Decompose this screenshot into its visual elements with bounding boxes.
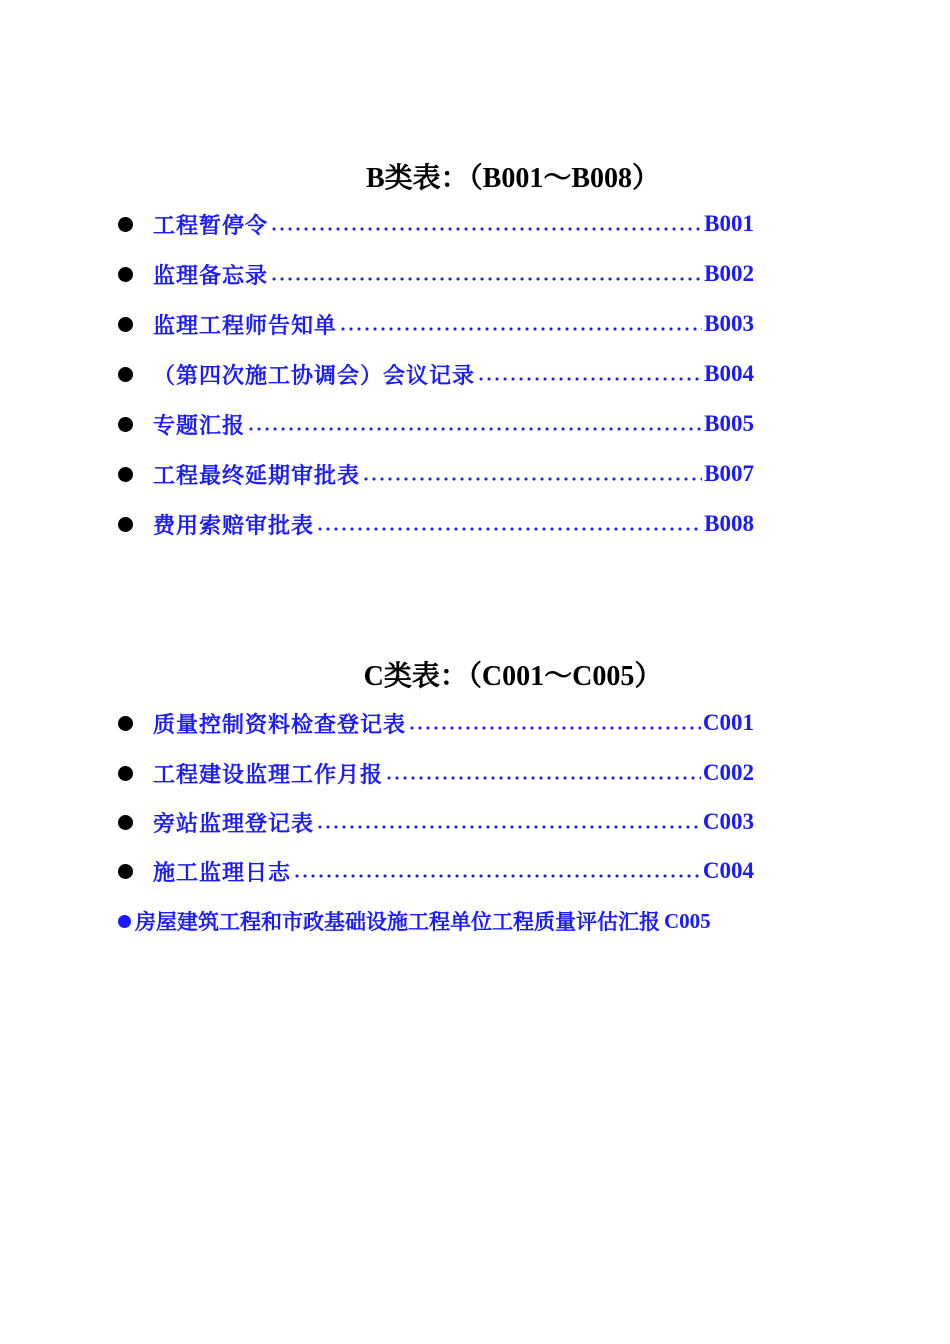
dot-leader	[293, 874, 701, 878]
bullet-icon	[118, 317, 133, 332]
toc-entry-code: B003	[704, 311, 754, 336]
toc-entry-title: 监理备忘录	[153, 262, 269, 288]
toc-entry-title: 工程暂停令	[153, 212, 269, 238]
section-c-title: C类表：（C001～C005）	[363, 661, 663, 692]
toc-entry-title: 专题汇报	[153, 412, 246, 438]
bullet-icon	[118, 864, 133, 879]
toc-entry-c004[interactable]	[118, 855, 754, 887]
toc-entry-code: B005	[704, 411, 754, 436]
dot-leader	[339, 327, 702, 331]
toc-entry-c005[interactable]	[118, 905, 711, 937]
toc-entry-code: C003	[702, 809, 754, 834]
bullet-icon	[118, 417, 133, 432]
toc-entry-b004[interactable]	[118, 358, 754, 390]
toc-entry-title: （第四次施工协调会）会议记录	[153, 362, 476, 388]
toc-entry-b008[interactable]	[118, 508, 754, 540]
toc-entry-b001[interactable]	[118, 208, 754, 240]
dot-leader	[316, 527, 702, 531]
toc-entry-title: 费用索赔审批表	[153, 512, 315, 538]
dot-leader	[477, 377, 702, 381]
toc-entry-title: 质量控制资料检查登记表	[153, 711, 407, 737]
bullet-icon	[118, 367, 133, 382]
bullet-icon	[118, 267, 133, 282]
dot-leader	[408, 726, 701, 730]
toc-entry-c001[interactable]	[118, 707, 754, 739]
dot-leader	[362, 477, 702, 481]
dot-leader	[270, 277, 702, 281]
bullet-icon	[118, 467, 133, 482]
dot-leader	[270, 227, 702, 231]
section-b-title: B类表：（B001～B008）	[365, 163, 661, 194]
toc-entry-code: C005	[664, 908, 711, 933]
toc-entry-b002[interactable]	[118, 258, 754, 290]
bullet-icon	[118, 766, 133, 781]
toc-entry-title: 工程建设监理工作月报	[153, 761, 384, 787]
toc-entry-title: 施工监理日志	[153, 859, 292, 885]
toc-entry-b003[interactable]	[118, 308, 754, 340]
toc-entry-title: 旁站监理登记表	[153, 810, 315, 836]
toc-entry-code: B001	[704, 211, 754, 236]
toc-entry-title: 监理工程师告知单	[153, 312, 338, 338]
toc-entry-title: 房屋建筑工程和市政基础设施工程单位工程质量评估汇报	[135, 910, 660, 934]
bullet-icon	[118, 217, 133, 232]
bullet-icon	[118, 716, 133, 731]
toc-entry-b005[interactable]	[118, 408, 754, 440]
bullet-icon	[118, 815, 133, 830]
bullet-icon	[118, 915, 131, 928]
toc-entry-code: B008	[704, 511, 754, 536]
bullet-icon	[118, 517, 133, 532]
dot-leader	[385, 776, 701, 780]
toc-entry-code: C001	[702, 710, 754, 735]
toc-entry-code: B004	[704, 361, 754, 386]
toc-entry-c003[interactable]	[118, 806, 754, 838]
toc-entry-code: B007	[704, 461, 754, 486]
dot-leader	[247, 427, 702, 431]
toc-entry-c002[interactable]	[118, 757, 754, 789]
toc-entry-code: C004	[702, 858, 754, 883]
toc-entry-b007[interactable]	[118, 458, 754, 490]
toc-entry-code: C002	[702, 760, 754, 785]
dot-leader	[316, 825, 701, 829]
toc-entry-code: B002	[704, 261, 754, 286]
toc-entry-title: 工程最终延期审批表	[153, 462, 361, 488]
